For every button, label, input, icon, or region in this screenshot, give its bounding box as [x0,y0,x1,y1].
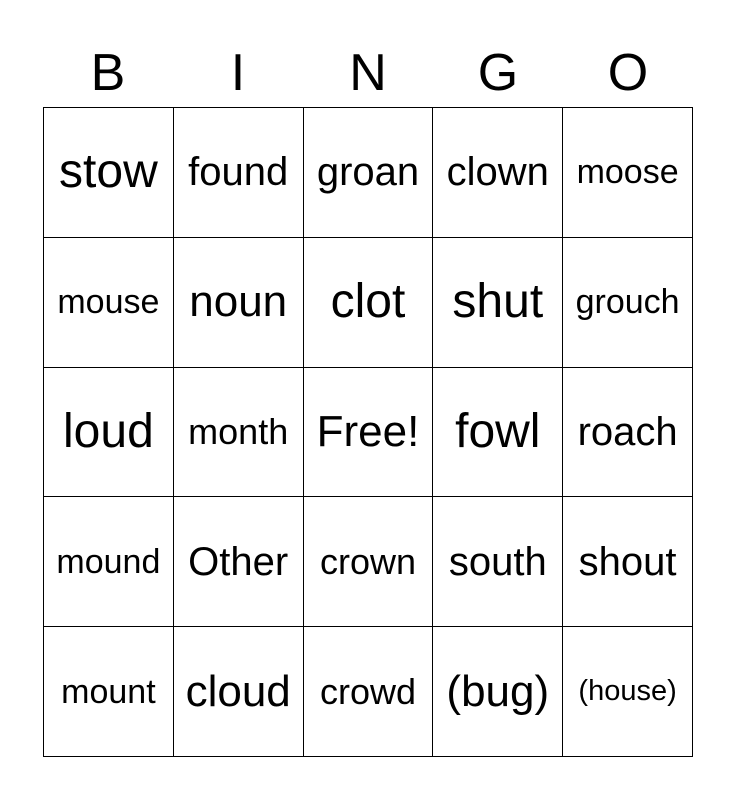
header-letter-o: O [607,44,649,102]
header-letter-b: B [90,44,126,102]
bingo-cell: stow [44,108,174,238]
bingo-cell: (house) [563,627,693,757]
bingo-cell: month [174,368,304,498]
bingo-cell: shout [563,497,693,627]
bingo-cell: shut [433,238,563,368]
header-letter-n: N [349,44,387,102]
bingo-cell: fowl [433,368,563,498]
header-letter-g: G [477,44,519,102]
bingo-cell: loud [44,368,174,498]
bingo-cell: mouse [44,238,174,368]
bingo-cell: groan [304,108,434,238]
bingo-cell: noun [174,238,304,368]
bingo-cell: roach [563,368,693,498]
bingo-cell: mound [44,497,174,627]
bingo-cell: found [174,108,304,238]
bingo-cell: Other [174,497,304,627]
bingo-board [43,107,693,757]
header-letter-i: I [230,44,246,102]
bingo-cell: (bug) [433,627,563,757]
bingo-cell: grouch [563,238,693,368]
bingo-cell: cloud [174,627,304,757]
bingo-cell: crowd [304,627,434,757]
bingo-cell: clot [304,238,434,368]
bingo-cell: clown [433,108,563,238]
bingo-cell: mount [44,627,174,757]
bingo-cell: moose [563,108,693,238]
bingo-cell: crown [304,497,434,627]
bingo-cell-free: Free! [304,368,434,498]
bingo-cell: south [433,497,563,627]
bingo-header [43,42,693,104]
